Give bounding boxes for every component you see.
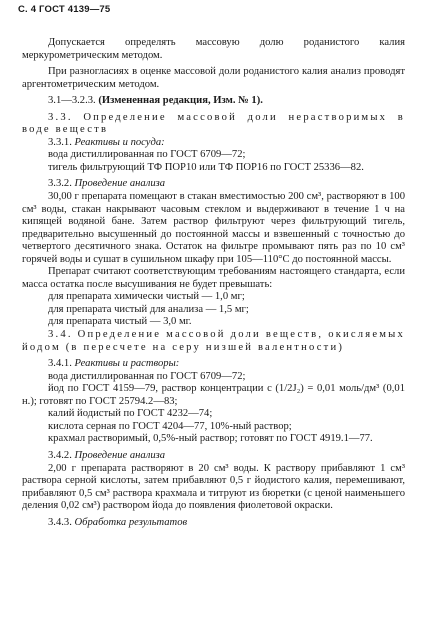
clause-number: 3.1—3.2.3. bbox=[48, 95, 96, 107]
reagent-starch: крахмал растворимый, 0,5%-ный раствор; готовят по ГОСТ 4919.1—77. bbox=[48, 433, 373, 445]
subsection-title: Проведение анализа bbox=[74, 178, 166, 190]
text-line: Допускается определять массовую долю роданистого калия bbox=[48, 37, 405, 48]
subsection-3-4-1 bbox=[22, 358, 405, 371]
analysis-procedure: 30,00 г препарата помещают в стакан вместимостью 200 см³, растворяют в 100 см³ воды, стакан накрывают часовым стеклом и выдерживают в течение 1 ч на кипящей водяной бане. Затем раствор фильтруют через фильтрующий тигель, предварительно высушенный до постоянной массы и взвешенный с точностью до четвертого десятичного знака. Остаток на фильтре промывают пять раз по 10 см³ горячей воды и сушат в сушильном шкафу при 105—110°С до постоянной массы. bbox=[22, 191, 405, 265]
subsection-title: Реактивы и посуда: bbox=[74, 136, 165, 148]
amendment-note bbox=[22, 95, 405, 108]
page-header: С. 4 ГОСТ 4139—75 bbox=[18, 4, 111, 15]
text-line: меркурометрическим методом. bbox=[22, 49, 163, 61]
section-heading-3-3 bbox=[22, 112, 405, 137]
reagent-water: вода дистиллированная по ГОСТ 6709—72; bbox=[48, 149, 246, 161]
limit-chemically-pure: для препарата химически чистый — 1,0 мг; bbox=[48, 291, 245, 303]
paragraph-mercurometric bbox=[22, 37, 405, 62]
subsection-title: Обработка результатов bbox=[74, 516, 188, 528]
clause-number: 3.3.1. bbox=[48, 136, 72, 148]
subsection-3-4-3 bbox=[22, 517, 405, 530]
subsection-3-3-2 bbox=[22, 178, 405, 191]
section-heading-3-4 bbox=[22, 329, 405, 354]
clause-number: 3.4.2. bbox=[48, 449, 72, 461]
limit-analysis-pure: для препарата чистый для анализа — 1,5 мг; bbox=[48, 303, 249, 315]
subsection-3-4-2 bbox=[22, 450, 405, 463]
reagent-iodine: йод по ГОСТ 4159—79, раствор концентрации c (1/2J₂) = 0,01 моль/дм³ (0,01 н.); готовят по ГОСТ 25794.2—83; bbox=[22, 383, 405, 407]
limit-pure: для препарата чистый — 3,0 мг. bbox=[48, 316, 192, 328]
clause-number: 3.4.1. bbox=[48, 358, 72, 370]
reagent-water-2: вода дистиллированная по ГОСТ 6709—72; bbox=[48, 370, 246, 382]
clause-number: 3.4.3. bbox=[48, 516, 72, 528]
subsection-title: Реактивы и растворы: bbox=[74, 358, 180, 370]
text-line: анализ проводят аргентометрическим методом. bbox=[22, 66, 405, 90]
clause-number: 3.3.2. bbox=[48, 178, 72, 190]
subsection-3-3-1 bbox=[22, 137, 405, 150]
section-title: 3.3. Определение массовой доли нерастворимых в воде веществ bbox=[22, 111, 405, 136]
paragraph-disagreement bbox=[22, 66, 405, 91]
reagent-potassium-iodide: калий йодистый по ГОСТ 4232—74; bbox=[48, 408, 213, 420]
amendment-label: (Измененная редакция, Изм. № 1). bbox=[98, 95, 263, 107]
reagent-crucible: тигель фильтрующий ТФ ПОР10 или ТФ ПОР16 по ГОСТ 25336—82. bbox=[48, 161, 364, 173]
text-line: При разногласиях в оценке массовой доли роданистого калия bbox=[48, 66, 328, 78]
section-title: 3.4. Определение массовой доли веществ, окисляемых йодом (в пересчете на серу низшей валентности) bbox=[22, 329, 405, 353]
acceptance-criteria: Препарат считают соответствующим требованиям настоящего стандарта, если масса остатка после высушивания не будет превышать: bbox=[22, 266, 405, 290]
reagent-sulfuric-acid: кислота серная по ГОСТ 4204—77, 10%-ный раствор; bbox=[48, 420, 292, 432]
titration-procedure: 2,00 г препарата растворяют в 20 см³ воды. К раствору прибавляют 1 см³ раствора серной кислоты, затем прибавляют 0,5 г йодистого калия, перемешивают, прибавляют 0,5 см³ раствора крахмала и титруют из бюретки (с ценой наименьшего деления 0,02 см³) раствором йода до появления фиолетовой окраски. bbox=[22, 462, 405, 512]
subsection-title: Проведение анализа bbox=[74, 449, 166, 461]
